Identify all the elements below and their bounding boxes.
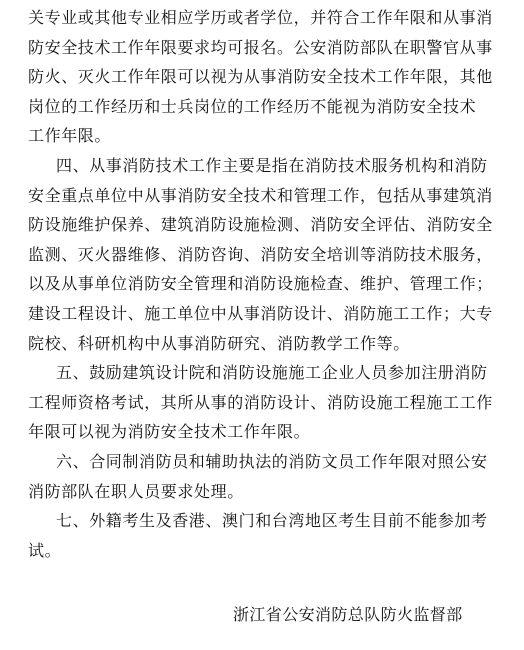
text-line-7: 安全重点单位中从事消防安全技术和管理工作，包括从事建筑消: [28, 185, 493, 205]
text-line-4: 岗位的工作经历和士兵岗位的工作经历不能视为消防安全技术: [28, 96, 477, 116]
text-line-3: 防火、灭火工作年限可以视为从事消防安全技术工作年限，其他: [28, 67, 493, 87]
text-line-19: 试。: [28, 540, 62, 560]
paragraph-4-start: 四、从事消防技术工作主要是指在消防技术服务机构和消防: [56, 155, 488, 175]
paragraph-7-start: 七、外籍考生及香港、澳门和台湾地区考生目前不能参加考: [56, 511, 488, 531]
text-line-2: 防安全技术工作年限要求均可报名。公安消防部队在职警官从事: [28, 37, 493, 57]
text-line-15: 年限可以视为消防安全技术工作年限。: [28, 422, 311, 442]
paragraph-6-start: 六、合同制消防员和辅助执法的消防文员工作年限对照公安: [56, 451, 488, 471]
text-line-11: 建设工程设计、施工单位中从事消防设计、消防施工工作；大专: [28, 303, 493, 323]
text-line-10: 以及从事单位消防安全管理和消防设施检查、维护、管理工作；: [28, 274, 493, 294]
text-line-12: 院校、科研机构中从事消防研究、消防教学工作等。: [28, 333, 410, 353]
paragraph-5-start: 五、鼓励建筑设计院和消防设施施工企业人员参加注册消防: [56, 363, 488, 383]
text-line-1: 关专业或其他专业相应学历或者学位，并符合工作年限和从事消: [28, 8, 493, 27]
text-line-5: 工作年限。: [28, 126, 112, 146]
issuer-signature: 浙江省公安消防总队防火监督部: [233, 605, 463, 624]
text-line-17: 消防部队在职人员要求处理。: [28, 481, 244, 501]
text-line-8: 防设施维护保养、建筑消防设施检测、消防安全评估、消防安全: [28, 215, 493, 235]
text-line-9: 监测、灭火器维修、消防咨询、消防安全培训等消防技术服务，: [28, 244, 493, 264]
text-line-14: 工程师资格考试，其所从事的消防设计、消防设施工程施工工作: [28, 392, 493, 412]
